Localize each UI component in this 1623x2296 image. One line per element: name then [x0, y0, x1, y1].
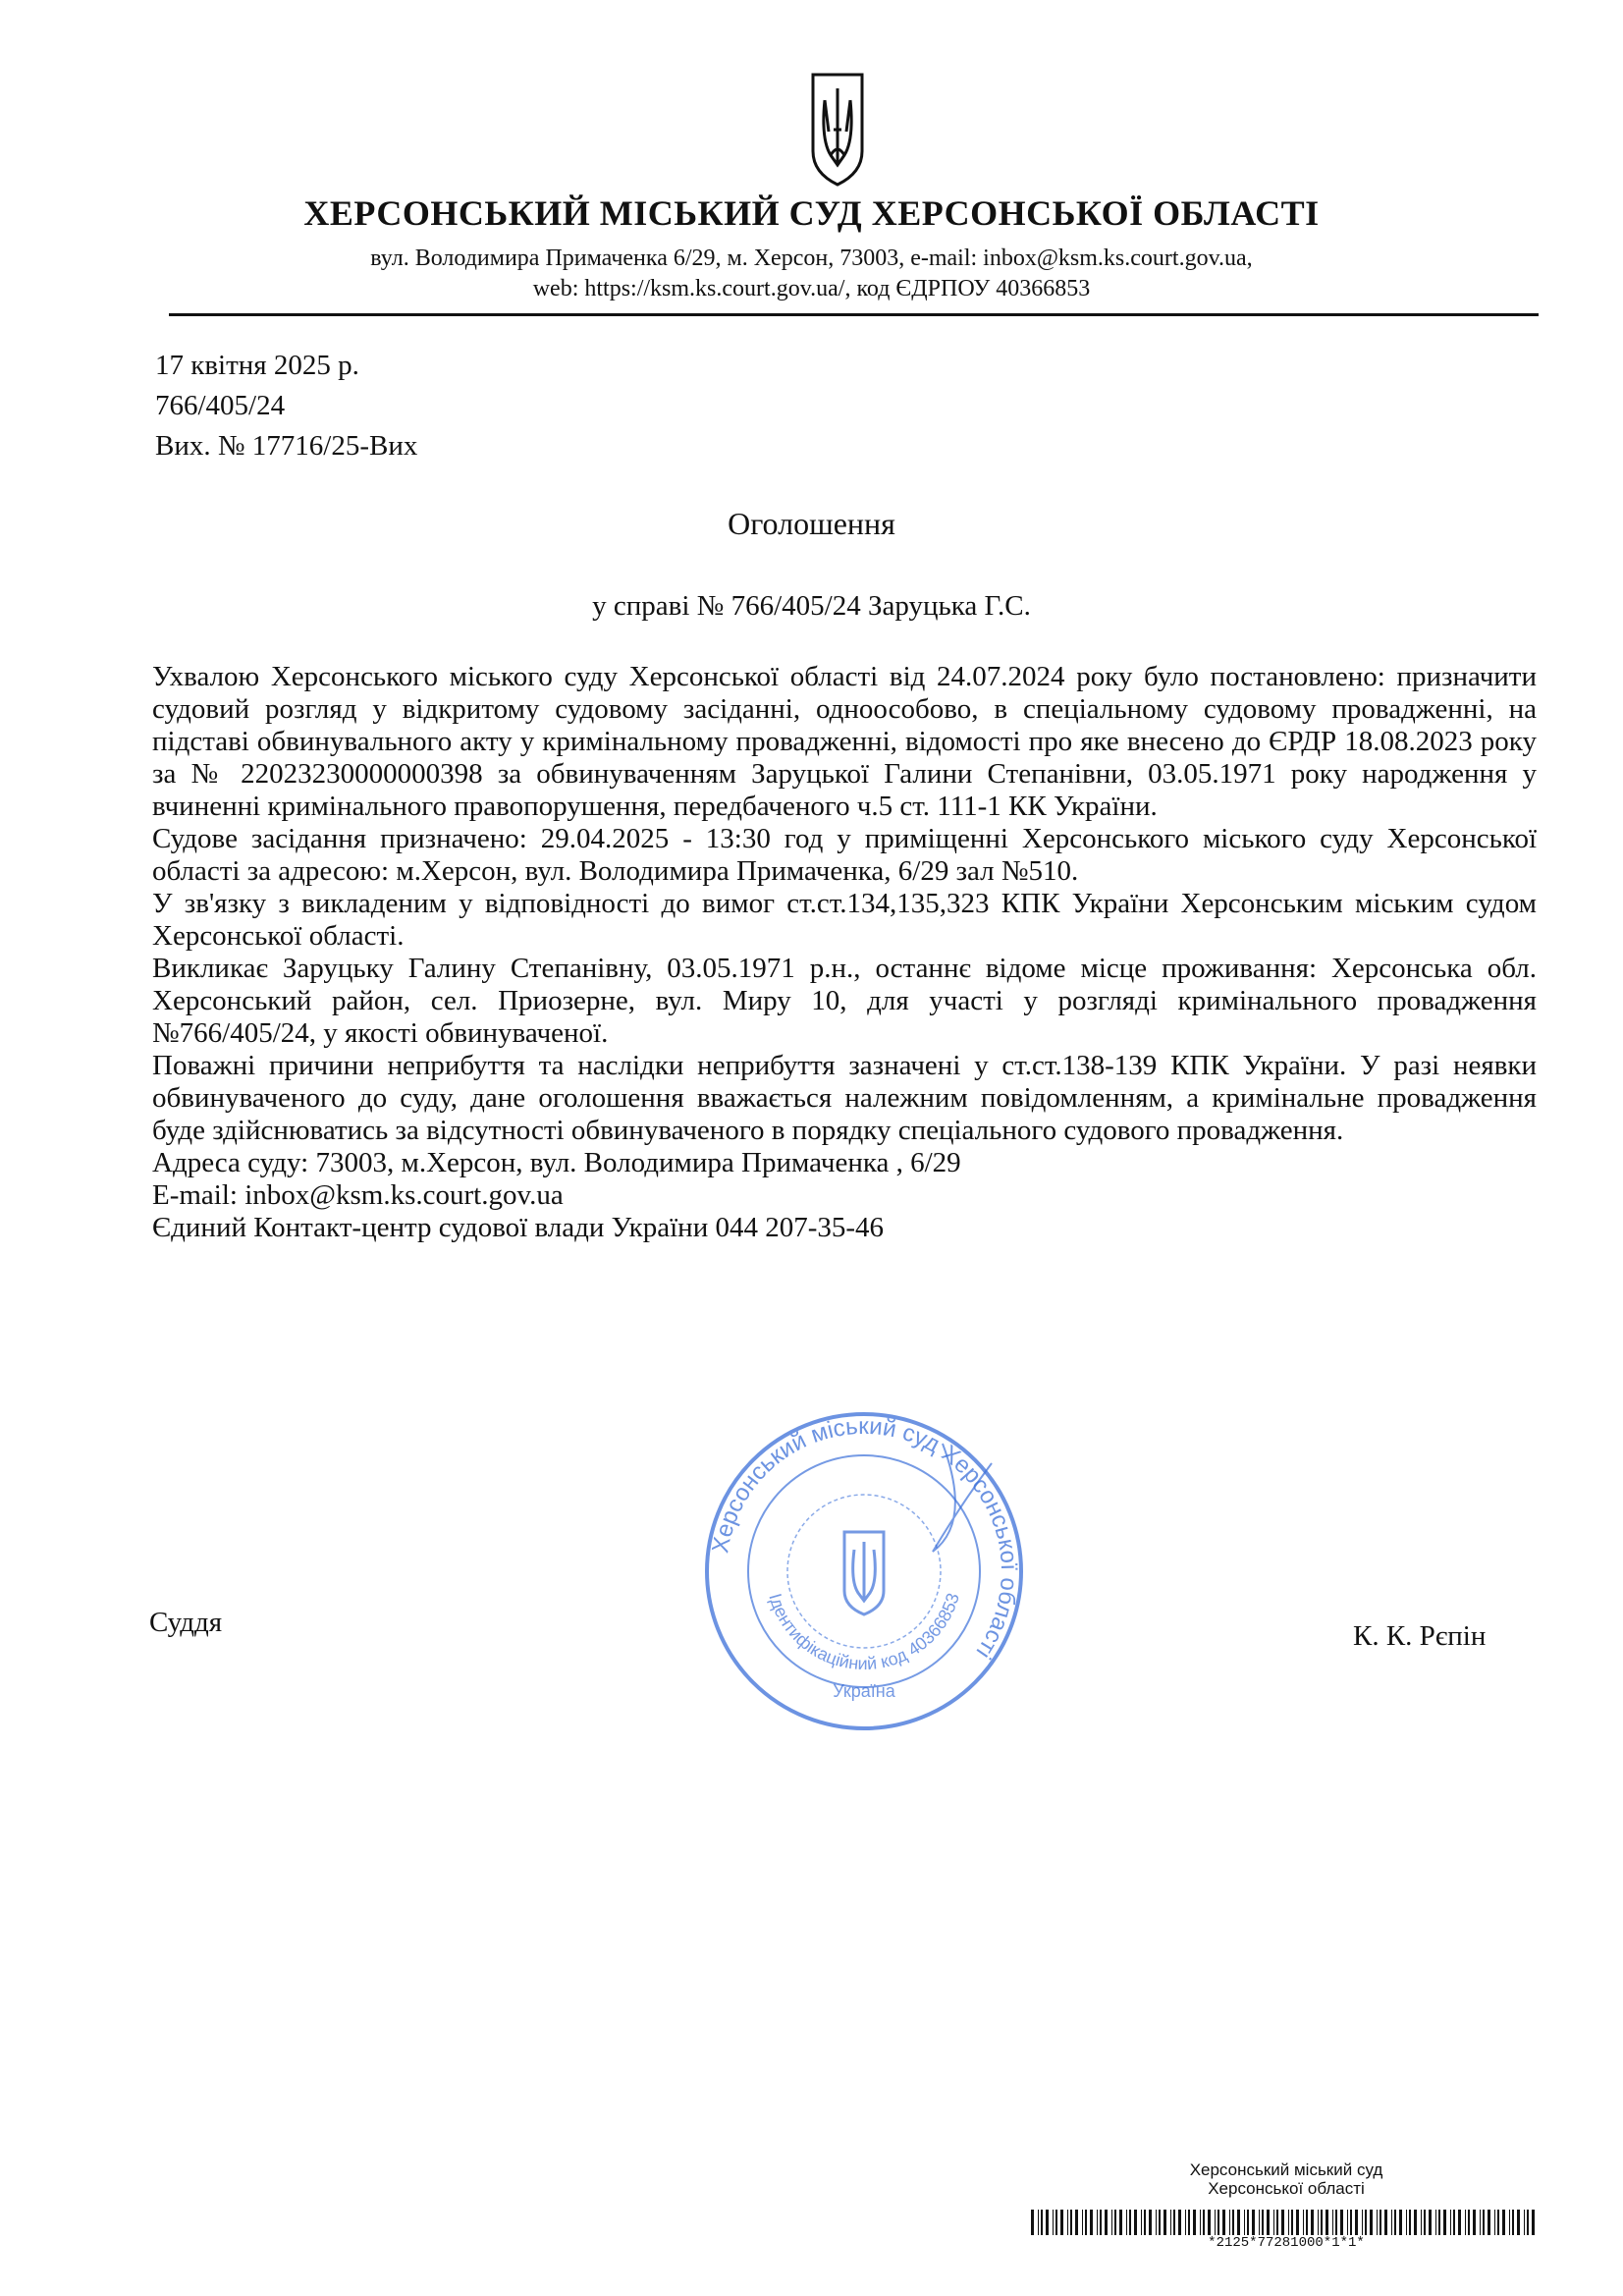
- paragraph-consequences: Поважні причини неприбуття та наслідки неприбуття зазначені у ст.ст.138-139 КПК України. У разі неявки обвинуваченого до суду, дане оголошення вважається належним повідомленням, а кримінальне провадження буде здійснюватись за відсутності обвинуваченого в порядку спеціального судового провадження.: [152, 1050, 1537, 1146]
- paragraph-ruling: Ухвалою Херсонського міського суду Херсонської області від 24.07.2024 року було постановлено: призначити судовий розгляд у відкритому судовому засіданні, одноособово, в спеціальному судовому провадженні, на підставі обвинувального акту у кримінальному провадженні, відомості про яке внесено до ЄРДР 18.08.2023 року за № 22023230000000398 за обвинуваченням Заруцької Галини Степанівни, 03.05.1971 року народження у вчиненні кримінального правопорушення, передбаченого ч.5 ст. 111-1 КК України.: [152, 661, 1537, 822]
- seal-trident-icon: [844, 1532, 884, 1614]
- court-name: ХЕРСОНСЬКИЙ МІСЬКИЙ СУД ХЕРСОНСЬКОЇ ОБЛАСТІ: [303, 193, 1320, 233]
- header-divider: [169, 313, 1539, 316]
- paragraph-hearing: Судове засідання призначено: 29.04.2025 - 13:30 год у приміщенні Херсонського міського суду Херсонської області за адресою: м.Херсон, вул. Володимира Примаченка, 6/29 зал №510.: [152, 823, 1537, 887]
- barcode-text: *2125*77281000*1*1*: [1208, 2235, 1365, 2251]
- announcement-body: [152, 661, 1537, 1244]
- outgoing-number: Вих. № 17716/25-Вих: [155, 430, 418, 462]
- document-meta: [155, 346, 417, 466]
- seal-inner-text: Ідентифікаційний код 40366853: [765, 1590, 963, 1674]
- court-address-line2: web: https://ksm.ks.court.gov.ua/, код ЄДРПОУ 40366853: [532, 276, 1091, 301]
- document-subtitle: у справі № 766/405/24 Заруцька Г.С.: [592, 590, 1031, 622]
- seal-outer-text: Херсонський міський суд Херсонської області: [707, 1412, 1023, 1665]
- barcode: [1031, 2210, 1542, 2235]
- document-title: Оголошення: [728, 506, 895, 541]
- court-address-line1: вул. Володимира Примаченка 6/29, м. Херсон, 73003, e-mail: inbox@ksm.ks.court.gov.ua,: [370, 246, 1253, 271]
- judge-label: Суддя: [149, 1607, 223, 1638]
- judge-name: К. К. Рєпін: [1353, 1620, 1487, 1652]
- footer-line2: Херсонської області: [1208, 2179, 1365, 2198]
- paragraph-summons: Викликає Заруцьку Галину Степанівну, 03.05.1971 р.н., останнє відоме місце проживання: Херсонська обл. Херсонський район, сел. Приозерне, вул. Миру 10, для участі у розгляді кримінального провадження №766/405/24, у якості обвинуваченої.: [152, 953, 1537, 1049]
- court-address-contact: Адреса суду: 73003, м.Херсон, вул. Володимира Примаченка , 6/29: [152, 1147, 961, 1178]
- contact-center: Єдиний Контакт-центр судової влади України 044 207-35-46: [152, 1212, 885, 1243]
- court-email-contact: E-mail: inbox@ksm.ks.court.gov.ua: [152, 1179, 564, 1211]
- court-seal: [697, 1404, 1031, 1738]
- seal-bottom-text: Україна: [833, 1681, 895, 1701]
- footer-line1: Херсонський міський суд: [1189, 2160, 1383, 2179]
- paragraph-basis: У зв'язку з викладеним у відповідності до вимог ст.ст.134,135,323 КПК України Херсонським міським судом Херсонської області.: [152, 888, 1537, 952]
- document-date: 17 квітня 2025 р.: [155, 350, 359, 381]
- case-number: 766/405/24: [155, 390, 286, 421]
- coat-of-arms-icon: [807, 71, 868, 189]
- footer-stamp: [1021, 2160, 1551, 2198]
- court-address: [0, 244, 1623, 304]
